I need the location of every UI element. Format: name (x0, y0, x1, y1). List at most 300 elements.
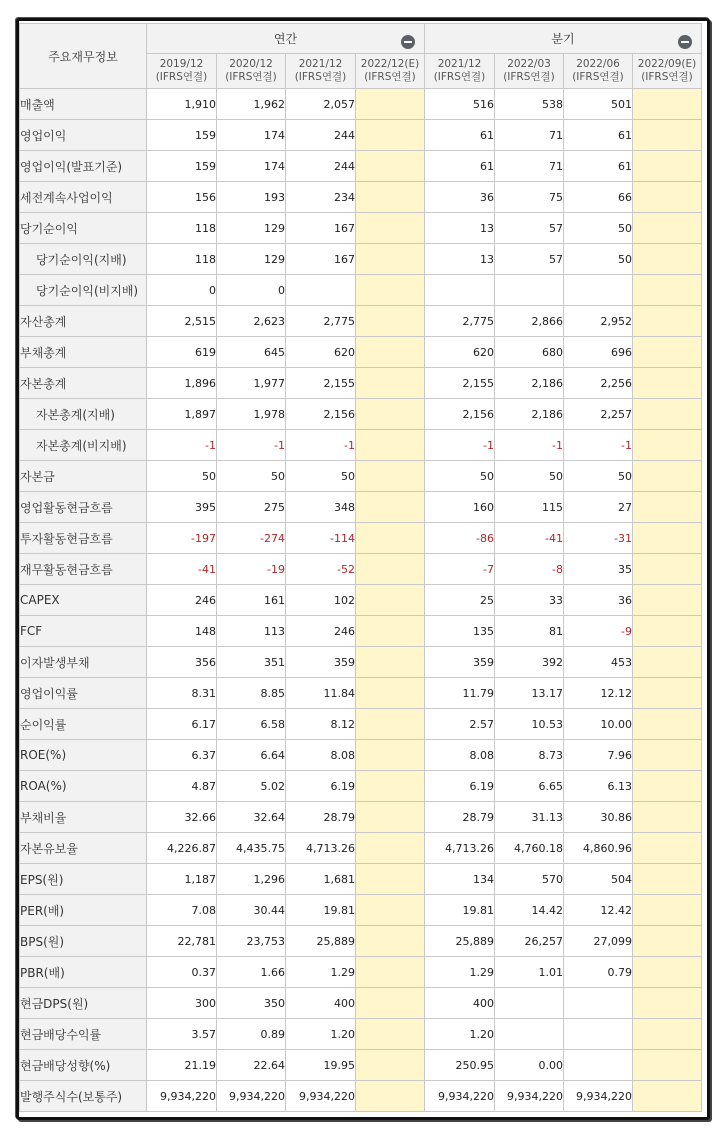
table-row (20, 554, 702, 585)
value-cell: 57 (495, 213, 564, 244)
value-cell: 36 (564, 585, 633, 616)
value-cell: 359 (286, 647, 356, 678)
row-label: 세전계속사업이익 (20, 182, 147, 213)
row-label: 영업이익 (20, 120, 147, 151)
value-cell: -31 (564, 523, 633, 554)
row-label: CAPEX (20, 585, 147, 616)
value-cell: 1,978 (217, 399, 286, 430)
value-cell: 1.29 (425, 957, 495, 988)
row-label: 자본총계(지배) (20, 399, 147, 430)
value-cell: 538 (495, 89, 564, 120)
value-cell: 113 (217, 616, 286, 647)
table-row (20, 523, 702, 554)
value-cell (633, 213, 702, 244)
value-cell: 2,515 (147, 306, 217, 337)
value-cell: -1 (425, 430, 495, 461)
value-cell: 2,256 (564, 368, 633, 399)
period-basis: (IFRS연결) (155, 71, 208, 83)
table-row (20, 957, 702, 988)
value-cell (356, 368, 425, 399)
value-cell: -1 (147, 430, 217, 461)
value-cell (633, 430, 702, 461)
table-row (20, 771, 702, 802)
value-cell: 22.64 (217, 1050, 286, 1081)
value-cell: 8.31 (147, 678, 217, 709)
row-label: 영업이익률 (20, 678, 147, 709)
value-cell (356, 740, 425, 771)
value-cell: 619 (147, 337, 217, 368)
value-cell: 2,057 (286, 89, 356, 120)
value-cell: -1 (564, 430, 633, 461)
value-cell (633, 771, 702, 802)
value-cell: 620 (425, 337, 495, 368)
table-row (20, 647, 702, 678)
value-cell: 50 (495, 461, 564, 492)
value-cell: 0 (217, 275, 286, 306)
value-cell: 501 (564, 89, 633, 120)
value-cell: 61 (564, 151, 633, 182)
table-row (20, 368, 702, 399)
period-basis: (IFRS연결) (225, 71, 277, 83)
value-cell (356, 244, 425, 275)
value-cell (564, 988, 633, 1019)
value-cell: 400 (425, 988, 495, 1019)
value-cell: 30.86 (564, 802, 633, 833)
value-cell: 2,156 (286, 399, 356, 430)
table-row (20, 709, 702, 740)
value-cell: 4.87 (147, 771, 217, 802)
value-cell: 6.64 (217, 740, 286, 771)
row-label: 투자활동현금흐름 (20, 523, 147, 554)
table-row (20, 461, 702, 492)
value-cell: 2,952 (564, 306, 633, 337)
value-cell (633, 647, 702, 678)
value-cell: -52 (286, 554, 356, 585)
value-cell: 246 (286, 616, 356, 647)
row-label: ROA(%) (20, 771, 147, 802)
value-cell (286, 275, 356, 306)
value-cell (633, 740, 702, 771)
value-cell: 1.66 (217, 957, 286, 988)
value-cell: 1,681 (286, 864, 356, 895)
value-cell (356, 802, 425, 833)
value-cell: 1.01 (495, 957, 564, 988)
value-cell: 9,934,220 (217, 1081, 286, 1112)
value-cell: 13 (425, 244, 495, 275)
value-cell: 134 (425, 864, 495, 895)
value-cell: 148 (147, 616, 217, 647)
value-cell (356, 771, 425, 802)
value-cell: 11.79 (425, 678, 495, 709)
table-row (20, 585, 702, 616)
value-cell: 50 (217, 461, 286, 492)
value-cell: 250.95 (425, 1050, 495, 1081)
value-cell (425, 275, 495, 306)
value-cell (633, 554, 702, 585)
period-basis: (IFRS연결) (503, 71, 555, 83)
table-row (20, 120, 702, 151)
value-cell: 1.20 (286, 1019, 356, 1050)
value-cell: 8.73 (495, 740, 564, 771)
value-cell: 9,934,220 (147, 1081, 217, 1112)
row-label: 당기순이익 (20, 213, 147, 244)
value-cell: 0.79 (564, 957, 633, 988)
value-cell: 159 (147, 151, 217, 182)
value-cell (633, 1019, 702, 1050)
value-cell: 244 (286, 120, 356, 151)
table-row (20, 895, 702, 926)
value-cell: 0.37 (147, 957, 217, 988)
row-label: 자본총계 (20, 368, 147, 399)
value-cell: 12.42 (564, 895, 633, 926)
value-cell: 50 (564, 213, 633, 244)
table-row (20, 275, 702, 306)
value-cell: 50 (286, 461, 356, 492)
period-header (356, 54, 425, 89)
period-header (425, 54, 495, 89)
value-cell: 4,713.26 (425, 833, 495, 864)
minus-circle-icon[interactable] (401, 35, 415, 49)
value-cell: -274 (217, 523, 286, 554)
value-cell: 10.53 (495, 709, 564, 740)
value-cell: 4,713.26 (286, 833, 356, 864)
value-cell (356, 833, 425, 864)
period-date: 2022/12(E) (360, 58, 420, 70)
table-row (20, 1050, 702, 1081)
value-cell (356, 709, 425, 740)
value-cell: 0 (147, 275, 217, 306)
value-cell (633, 585, 702, 616)
table-row (20, 864, 702, 895)
table-row (20, 182, 702, 213)
value-cell: -19 (217, 554, 286, 585)
table-row (20, 492, 702, 523)
value-cell: 7.08 (147, 895, 217, 926)
value-cell: 1,187 (147, 864, 217, 895)
value-cell: 174 (217, 151, 286, 182)
value-cell (633, 399, 702, 430)
value-cell: 13.17 (495, 678, 564, 709)
value-cell: 33 (495, 585, 564, 616)
value-cell (356, 1081, 425, 1112)
table-row (20, 399, 702, 430)
row-label: 영업활동현금흐름 (20, 492, 147, 523)
row-label: 이자발생부채 (20, 647, 147, 678)
table-row (20, 678, 702, 709)
period-date: 2021/12 (437, 58, 482, 70)
value-cell: 26,257 (495, 926, 564, 957)
period-date: 2020/12 (229, 58, 273, 70)
period-header (217, 54, 286, 89)
period-header (495, 54, 564, 89)
value-cell: 19.81 (286, 895, 356, 926)
value-cell: 36 (425, 182, 495, 213)
value-cell: 1,910 (147, 89, 217, 120)
value-cell: 244 (286, 151, 356, 182)
table-row (20, 244, 702, 275)
value-cell: 5.02 (217, 771, 286, 802)
value-cell (633, 988, 702, 1019)
value-cell: 2,186 (495, 368, 564, 399)
value-cell: 129 (217, 244, 286, 275)
value-cell (356, 213, 425, 244)
value-cell (356, 306, 425, 337)
value-cell: 6.65 (495, 771, 564, 802)
row-label: 영업이익(발표기준) (20, 151, 147, 182)
value-cell: 61 (425, 120, 495, 151)
row-label: 당기순이익(지배) (20, 244, 147, 275)
value-cell: 1.20 (425, 1019, 495, 1050)
group-label: 연간 (273, 32, 298, 46)
value-cell (633, 678, 702, 709)
period-header (147, 54, 217, 89)
value-cell (564, 1050, 633, 1081)
row-label: 자본금 (20, 461, 147, 492)
value-cell (356, 182, 425, 213)
value-cell: 129 (217, 213, 286, 244)
value-cell: 9,934,220 (564, 1081, 633, 1112)
value-cell (356, 337, 425, 368)
value-cell: 71 (495, 120, 564, 151)
value-cell (633, 461, 702, 492)
value-cell (564, 1019, 633, 1050)
row-label: 부채총계 (20, 337, 147, 368)
value-cell: 115 (495, 492, 564, 523)
value-cell: 395 (147, 492, 217, 523)
value-cell: 1,896 (147, 368, 217, 399)
value-cell (633, 89, 702, 120)
value-cell: 135 (425, 616, 495, 647)
value-cell: 2.57 (425, 709, 495, 740)
value-cell: 8.85 (217, 678, 286, 709)
period-basis: (IFRS연결) (572, 71, 624, 83)
table-row (20, 151, 702, 182)
value-cell: 9,934,220 (425, 1081, 495, 1112)
value-cell (495, 988, 564, 1019)
value-cell (356, 89, 425, 120)
value-cell: -197 (147, 523, 217, 554)
value-cell: 2,866 (495, 306, 564, 337)
value-cell: 356 (147, 647, 217, 678)
period-date: 2021/12 (298, 58, 343, 70)
value-cell: 246 (147, 585, 217, 616)
value-cell: 348 (286, 492, 356, 523)
value-cell (633, 244, 702, 275)
value-cell: 25 (425, 585, 495, 616)
value-cell: 22,781 (147, 926, 217, 957)
value-cell: 0.89 (217, 1019, 286, 1050)
value-cell: 75 (495, 182, 564, 213)
table-row (20, 430, 702, 461)
value-cell: 6.58 (217, 709, 286, 740)
row-label: ROE(%) (20, 740, 147, 771)
row-label: 순이익률 (20, 709, 147, 740)
value-cell (356, 275, 425, 306)
value-cell (564, 275, 633, 306)
value-cell: 30.44 (217, 895, 286, 926)
period-header (633, 54, 702, 89)
row-label: EPS(원) (20, 864, 147, 895)
value-cell: -8 (495, 554, 564, 585)
row-label: BPS(원) (20, 926, 147, 957)
value-cell: 6.13 (564, 771, 633, 802)
value-cell (633, 864, 702, 895)
value-cell: 23,753 (217, 926, 286, 957)
value-cell: 4,760.18 (495, 833, 564, 864)
value-cell: -41 (495, 523, 564, 554)
group-label: 분기 (551, 32, 575, 46)
value-cell: 50 (564, 461, 633, 492)
value-cell: 35 (564, 554, 633, 585)
value-cell: 6.17 (147, 709, 217, 740)
value-cell: 1,962 (217, 89, 286, 120)
value-cell: 2,186 (495, 399, 564, 430)
value-cell: 193 (217, 182, 286, 213)
value-cell: 0.00 (495, 1050, 564, 1081)
value-cell: 156 (147, 182, 217, 213)
value-cell (356, 678, 425, 709)
value-cell: 2,155 (425, 368, 495, 399)
value-cell: -7 (425, 554, 495, 585)
value-cell (633, 802, 702, 833)
value-cell: 167 (286, 244, 356, 275)
value-cell: 275 (217, 492, 286, 523)
value-cell (633, 368, 702, 399)
value-cell (633, 523, 702, 554)
value-cell: 9,934,220 (286, 1081, 356, 1112)
value-cell: -86 (425, 523, 495, 554)
table-row (20, 1081, 702, 1112)
value-cell: 400 (286, 988, 356, 1019)
value-cell (356, 523, 425, 554)
value-cell: 50 (564, 244, 633, 275)
group-header-quarterly (425, 24, 702, 54)
value-cell (356, 151, 425, 182)
period-date: 2022/09(E) (637, 58, 697, 70)
value-cell: 453 (564, 647, 633, 678)
value-cell: 1,977 (217, 368, 286, 399)
value-cell: 27,099 (564, 926, 633, 957)
value-cell: 2,775 (425, 306, 495, 337)
row-label: 당기순이익(비지배) (20, 275, 147, 306)
period-basis: (IFRS연결) (433, 71, 486, 83)
value-cell: 1.29 (286, 957, 356, 988)
value-cell: 28.79 (286, 802, 356, 833)
value-cell: 359 (425, 647, 495, 678)
value-cell (495, 1019, 564, 1050)
value-cell: 160 (425, 492, 495, 523)
value-cell: 50 (147, 461, 217, 492)
value-cell: 392 (495, 647, 564, 678)
value-cell: 102 (286, 585, 356, 616)
value-cell (356, 554, 425, 585)
value-cell: 27 (564, 492, 633, 523)
period-date: 2022/03 (507, 58, 551, 70)
table-row (20, 213, 702, 244)
table-row (20, 802, 702, 833)
value-cell (633, 957, 702, 988)
value-cell: 680 (495, 337, 564, 368)
row-label: 현금배당수익률 (20, 1019, 147, 1050)
value-cell: 696 (564, 337, 633, 368)
value-cell (633, 120, 702, 151)
value-cell: 350 (217, 988, 286, 1019)
period-basis: (IFRS연결) (641, 71, 693, 83)
value-cell: 6.19 (425, 771, 495, 802)
value-cell: 32.64 (217, 802, 286, 833)
value-cell: 4,860.96 (564, 833, 633, 864)
value-cell (356, 585, 425, 616)
value-cell (356, 1050, 425, 1081)
value-cell: 118 (147, 213, 217, 244)
value-cell: 2,156 (425, 399, 495, 430)
value-cell (633, 337, 702, 368)
value-cell (356, 1019, 425, 1050)
value-cell: 2,623 (217, 306, 286, 337)
value-cell (633, 1050, 702, 1081)
value-cell: 3.57 (147, 1019, 217, 1050)
value-cell: 6.19 (286, 771, 356, 802)
value-cell: 2,155 (286, 368, 356, 399)
table-row (20, 89, 702, 120)
row-label: 자본총계(비지배) (20, 430, 147, 461)
table-row (20, 740, 702, 771)
row-label: 자산총계 (20, 306, 147, 337)
value-cell: 57 (495, 244, 564, 275)
value-cell: 159 (147, 120, 217, 151)
table-row (20, 1019, 702, 1050)
value-cell: 11.84 (286, 678, 356, 709)
value-cell: 351 (217, 647, 286, 678)
value-cell: 4,435.75 (217, 833, 286, 864)
value-cell: 8.08 (286, 740, 356, 771)
value-cell: 28.79 (425, 802, 495, 833)
value-cell (633, 895, 702, 926)
table-row (20, 833, 702, 864)
value-cell (356, 926, 425, 957)
value-cell: 4,226.87 (147, 833, 217, 864)
value-cell: 13 (425, 213, 495, 244)
value-cell: 19.95 (286, 1050, 356, 1081)
value-cell (356, 616, 425, 647)
value-cell (633, 1081, 702, 1112)
value-cell (356, 120, 425, 151)
value-cell: 620 (286, 337, 356, 368)
row-label: 매출액 (20, 89, 147, 120)
period-basis: (IFRS연결) (294, 71, 347, 83)
row-label: PER(배) (20, 895, 147, 926)
value-cell: 66 (564, 182, 633, 213)
corner-label: 주요재무정보 (20, 24, 147, 89)
table-row (20, 306, 702, 337)
period-basis: (IFRS연결) (364, 71, 416, 83)
value-cell: 300 (147, 988, 217, 1019)
value-cell (356, 430, 425, 461)
minus-circle-icon[interactable] (678, 35, 692, 49)
value-cell: -1 (217, 430, 286, 461)
value-cell (356, 988, 425, 1019)
value-cell (633, 275, 702, 306)
value-cell (356, 647, 425, 678)
value-cell: -41 (147, 554, 217, 585)
row-label: 발행주식수(보통주) (20, 1081, 147, 1112)
value-cell (356, 399, 425, 430)
period-header (286, 54, 356, 89)
value-cell (633, 151, 702, 182)
value-cell: 570 (495, 864, 564, 895)
value-cell: 81 (495, 616, 564, 647)
value-cell: 25,889 (425, 926, 495, 957)
